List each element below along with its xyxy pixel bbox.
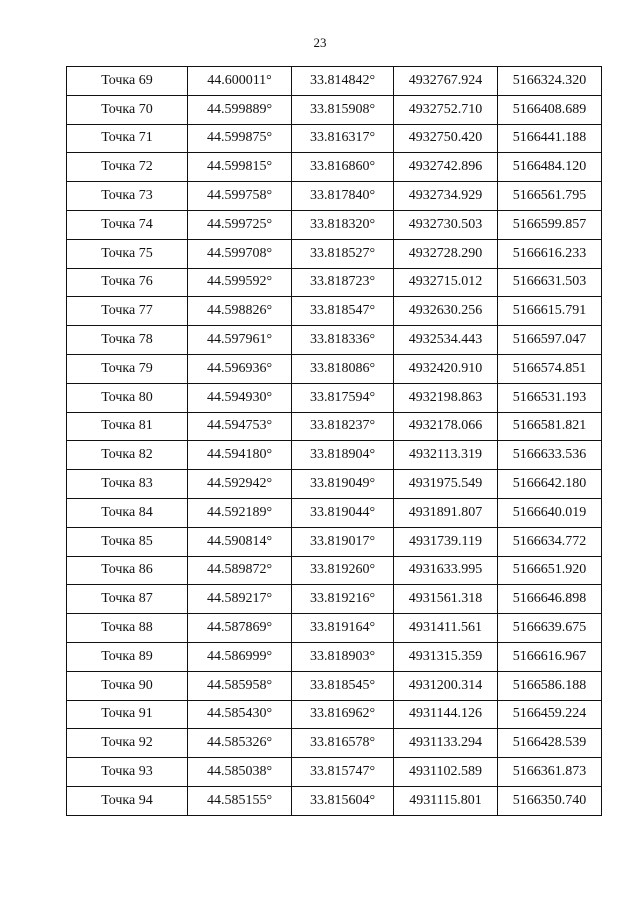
y-coordinate-cell: 5166651.920 — [498, 556, 602, 585]
table-row — [67, 268, 602, 297]
point-name-cell: Точка 69 — [67, 67, 188, 96]
table-row — [67, 614, 602, 643]
y-coordinate-cell: 5166616.233 — [498, 239, 602, 268]
x-coordinate-cell: 4932420.910 — [394, 354, 498, 383]
x-coordinate-cell: 4932630.256 — [394, 297, 498, 326]
x-coordinate-cell: 4932752.710 — [394, 95, 498, 124]
longitude-cell: 33.816317° — [292, 124, 394, 153]
longitude-cell: 33.818903° — [292, 642, 394, 671]
longitude-cell: 33.815908° — [292, 95, 394, 124]
table-row — [67, 758, 602, 787]
point-name-cell: Точка 76 — [67, 268, 188, 297]
y-coordinate-cell: 5166531.193 — [498, 383, 602, 412]
x-coordinate-cell: 4931411.561 — [394, 614, 498, 643]
longitude-cell: 33.819216° — [292, 585, 394, 614]
point-name-cell: Точка 80 — [67, 383, 188, 412]
table-row — [67, 124, 602, 153]
latitude-cell: 44.599708° — [188, 239, 292, 268]
table-row — [67, 326, 602, 355]
y-coordinate-cell: 5166646.898 — [498, 585, 602, 614]
table-row — [67, 498, 602, 527]
latitude-cell: 44.596936° — [188, 354, 292, 383]
point-name-cell: Точка 82 — [67, 441, 188, 470]
x-coordinate-cell: 4932742.896 — [394, 153, 498, 182]
point-name-cell: Точка 85 — [67, 527, 188, 556]
latitude-cell: 44.589217° — [188, 585, 292, 614]
x-coordinate-cell: 4931315.359 — [394, 642, 498, 671]
y-coordinate-cell: 5166361.873 — [498, 758, 602, 787]
table-row — [67, 527, 602, 556]
table-row — [67, 153, 602, 182]
table-row — [67, 585, 602, 614]
longitude-cell: 33.819044° — [292, 498, 394, 527]
latitude-cell: 44.589872° — [188, 556, 292, 585]
latitude-cell: 44.585155° — [188, 786, 292, 815]
longitude-cell: 33.819017° — [292, 527, 394, 556]
table-row — [67, 700, 602, 729]
table-row — [67, 383, 602, 412]
table-row — [67, 239, 602, 268]
y-coordinate-cell: 5166408.689 — [498, 95, 602, 124]
point-name-cell: Точка 94 — [67, 786, 188, 815]
point-name-cell: Точка 72 — [67, 153, 188, 182]
longitude-cell: 33.816962° — [292, 700, 394, 729]
table-row — [67, 556, 602, 585]
y-coordinate-cell: 5166324.320 — [498, 67, 602, 96]
x-coordinate-cell: 4931115.801 — [394, 786, 498, 815]
y-coordinate-cell: 5166586.188 — [498, 671, 602, 700]
y-coordinate-cell: 5166599.857 — [498, 210, 602, 239]
point-name-cell: Точка 75 — [67, 239, 188, 268]
table-row — [67, 786, 602, 815]
latitude-cell: 44.597961° — [188, 326, 292, 355]
latitude-cell: 44.594753° — [188, 412, 292, 441]
longitude-cell: 33.815604° — [292, 786, 394, 815]
x-coordinate-cell: 4932734.929 — [394, 182, 498, 211]
point-name-cell: Точка 70 — [67, 95, 188, 124]
point-name-cell: Точка 92 — [67, 729, 188, 758]
y-coordinate-cell: 5166631.503 — [498, 268, 602, 297]
point-name-cell: Точка 90 — [67, 671, 188, 700]
latitude-cell: 44.590814° — [188, 527, 292, 556]
x-coordinate-cell: 4932178.066 — [394, 412, 498, 441]
latitude-cell: 44.599592° — [188, 268, 292, 297]
latitude-cell: 44.599875° — [188, 124, 292, 153]
longitude-cell: 33.818527° — [292, 239, 394, 268]
latitude-cell: 44.599889° — [188, 95, 292, 124]
x-coordinate-cell: 4931102.589 — [394, 758, 498, 787]
point-name-cell: Точка 79 — [67, 354, 188, 383]
x-coordinate-cell: 4931739.119 — [394, 527, 498, 556]
point-name-cell: Точка 83 — [67, 470, 188, 499]
latitude-cell: 44.598826° — [188, 297, 292, 326]
latitude-cell: 44.594930° — [188, 383, 292, 412]
latitude-cell: 44.600011° — [188, 67, 292, 96]
y-coordinate-cell: 5166561.795 — [498, 182, 602, 211]
x-coordinate-cell: 4931561.318 — [394, 585, 498, 614]
y-coordinate-cell: 5166597.047 — [498, 326, 602, 355]
table-row — [67, 297, 602, 326]
y-coordinate-cell: 5166441.188 — [498, 124, 602, 153]
y-coordinate-cell: 5166642.180 — [498, 470, 602, 499]
latitude-cell: 44.592942° — [188, 470, 292, 499]
x-coordinate-cell: 4932728.290 — [394, 239, 498, 268]
table-row — [67, 210, 602, 239]
point-name-cell: Точка 89 — [67, 642, 188, 671]
y-coordinate-cell: 5166350.740 — [498, 786, 602, 815]
longitude-cell: 33.816860° — [292, 153, 394, 182]
latitude-cell: 44.599758° — [188, 182, 292, 211]
latitude-cell: 44.599725° — [188, 210, 292, 239]
x-coordinate-cell: 4931144.126 — [394, 700, 498, 729]
table-row — [67, 67, 602, 96]
point-name-cell: Точка 88 — [67, 614, 188, 643]
x-coordinate-cell: 4932534.443 — [394, 326, 498, 355]
longitude-cell: 33.819260° — [292, 556, 394, 585]
page-number: 23 — [313, 35, 327, 50]
x-coordinate-cell: 4932113.319 — [394, 441, 498, 470]
longitude-cell: 33.814842° — [292, 67, 394, 96]
longitude-cell: 33.818904° — [292, 441, 394, 470]
y-coordinate-cell: 5166459.224 — [498, 700, 602, 729]
table-row — [67, 412, 602, 441]
longitude-cell: 33.817594° — [292, 383, 394, 412]
y-coordinate-cell: 5166615.791 — [498, 297, 602, 326]
latitude-cell: 44.599815° — [188, 153, 292, 182]
y-coordinate-cell: 5166428.539 — [498, 729, 602, 758]
x-coordinate-cell: 4932715.012 — [394, 268, 498, 297]
y-coordinate-cell: 5166633.536 — [498, 441, 602, 470]
table-row — [67, 354, 602, 383]
x-coordinate-cell: 4931975.549 — [394, 470, 498, 499]
x-coordinate-cell: 4932198.863 — [394, 383, 498, 412]
latitude-cell: 44.586999° — [188, 642, 292, 671]
table-row — [67, 642, 602, 671]
longitude-cell: 33.818086° — [292, 354, 394, 383]
coordinates-table — [66, 66, 602, 816]
table-row — [67, 671, 602, 700]
point-name-cell: Точка 81 — [67, 412, 188, 441]
coordinates-table-body — [67, 67, 602, 816]
table-row — [67, 470, 602, 499]
longitude-cell: 33.818320° — [292, 210, 394, 239]
point-name-cell: Точка 74 — [67, 210, 188, 239]
point-name-cell: Точка 73 — [67, 182, 188, 211]
y-coordinate-cell: 5166574.851 — [498, 354, 602, 383]
latitude-cell: 44.592189° — [188, 498, 292, 527]
x-coordinate-cell: 4931133.294 — [394, 729, 498, 758]
point-name-cell: Точка 87 — [67, 585, 188, 614]
longitude-cell: 33.817840° — [292, 182, 394, 211]
table-row — [67, 95, 602, 124]
y-coordinate-cell: 5166484.120 — [498, 153, 602, 182]
longitude-cell: 33.816578° — [292, 729, 394, 758]
y-coordinate-cell: 5166639.675 — [498, 614, 602, 643]
latitude-cell: 44.585326° — [188, 729, 292, 758]
table-row — [67, 441, 602, 470]
longitude-cell: 33.818547° — [292, 297, 394, 326]
latitude-cell: 44.587869° — [188, 614, 292, 643]
latitude-cell: 44.585038° — [188, 758, 292, 787]
point-name-cell: Точка 91 — [67, 700, 188, 729]
table-row — [67, 182, 602, 211]
longitude-cell: 33.818723° — [292, 268, 394, 297]
point-name-cell: Точка 93 — [67, 758, 188, 787]
y-coordinate-cell: 5166640.019 — [498, 498, 602, 527]
x-coordinate-cell: 4932730.503 — [394, 210, 498, 239]
latitude-cell: 44.585430° — [188, 700, 292, 729]
longitude-cell: 33.819049° — [292, 470, 394, 499]
longitude-cell: 33.818545° — [292, 671, 394, 700]
longitude-cell: 33.819164° — [292, 614, 394, 643]
longitude-cell: 33.818336° — [292, 326, 394, 355]
x-coordinate-cell: 4931200.314 — [394, 671, 498, 700]
x-coordinate-cell: 4931633.995 — [394, 556, 498, 585]
x-coordinate-cell: 4931891.807 — [394, 498, 498, 527]
point-name-cell: Точка 86 — [67, 556, 188, 585]
point-name-cell: Точка 77 — [67, 297, 188, 326]
point-name-cell: Точка 78 — [67, 326, 188, 355]
x-coordinate-cell: 4932750.420 — [394, 124, 498, 153]
x-coordinate-cell: 4932767.924 — [394, 67, 498, 96]
longitude-cell: 33.818237° — [292, 412, 394, 441]
point-name-cell: Точка 84 — [67, 498, 188, 527]
y-coordinate-cell: 5166634.772 — [498, 527, 602, 556]
latitude-cell: 44.594180° — [188, 441, 292, 470]
y-coordinate-cell: 5166616.967 — [498, 642, 602, 671]
latitude-cell: 44.585958° — [188, 671, 292, 700]
y-coordinate-cell: 5166581.821 — [498, 412, 602, 441]
point-name-cell: Точка 71 — [67, 124, 188, 153]
longitude-cell: 33.815747° — [292, 758, 394, 787]
table-row — [67, 729, 602, 758]
